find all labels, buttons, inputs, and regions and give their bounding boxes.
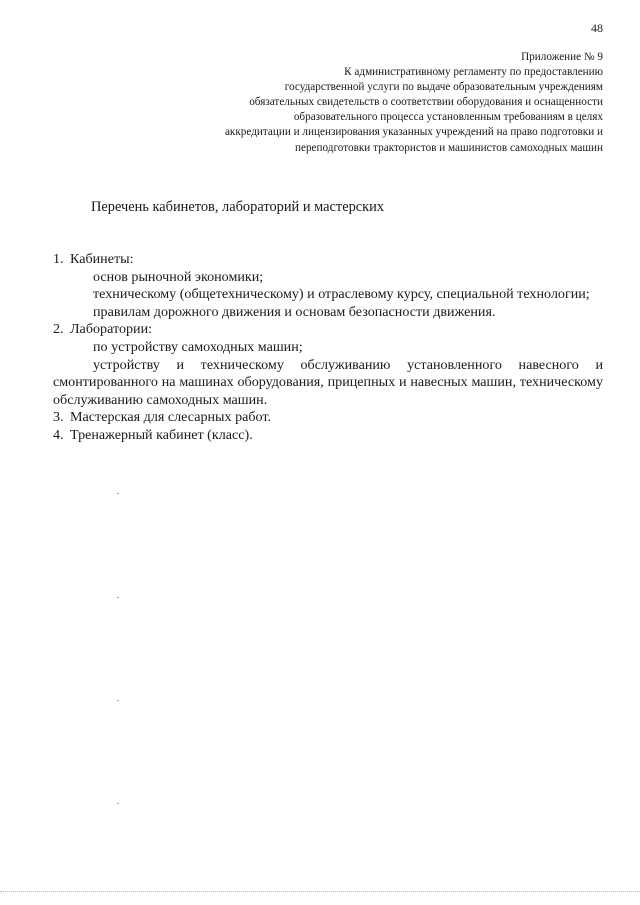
list-item-label: Мастерская для слесарных работ. bbox=[70, 409, 272, 426]
page-bottom-edge bbox=[0, 891, 640, 892]
appendix-line: аккредитации и лицензирования указанных учреждений на право подготовки и bbox=[224, 126, 603, 139]
list-item-simulator bbox=[53, 427, 603, 445]
appendix-number: Приложение № 9 bbox=[521, 51, 603, 63]
appendix-line: обязательных свидетельств о соответствии оборудования и оснащенности bbox=[249, 96, 603, 109]
appendix-line: образовательного процесса установленным требованиям в целях bbox=[293, 111, 603, 124]
appendix-header bbox=[183, 50, 603, 156]
appendix-line: К административному регламенту по предоставлению bbox=[344, 66, 603, 79]
list-subitem: правилам дорожного движения и основам безопасности движения. bbox=[93, 303, 496, 320]
page-number: 48 bbox=[591, 21, 603, 35]
list-item-number: 4. bbox=[53, 426, 64, 443]
list-subitem: по устройству самоходных машин; bbox=[93, 338, 303, 355]
document-title: Перечень кабинетов, лабораторий и мастерских bbox=[91, 199, 385, 215]
appendix-line: переподготовки трактористов и машинистов самоходных машин bbox=[295, 141, 603, 154]
scan-speck bbox=[117, 803, 119, 804]
scan-speck bbox=[117, 493, 119, 494]
facility-list bbox=[53, 251, 603, 445]
list-item-number: 3. bbox=[53, 409, 64, 426]
scan-speck bbox=[117, 597, 119, 598]
list-subitem: основ рыночной экономики; bbox=[93, 268, 264, 285]
list-item-laboratories bbox=[53, 321, 603, 409]
list-subitem: техническому (общетехническому) и отраслевому курсу, специальной технологии; bbox=[93, 286, 590, 303]
list-item-label: Кабинеты: bbox=[70, 251, 134, 267]
list-item-classrooms bbox=[53, 251, 603, 321]
list-item-number: 1. bbox=[53, 251, 64, 267]
list-item-number: 2. bbox=[53, 321, 64, 338]
list-item-label: Тренажерный кабинет (класс). bbox=[70, 426, 253, 443]
list-item-workshop bbox=[53, 409, 603, 427]
list-item-label: Лаборатории: bbox=[70, 321, 153, 338]
scan-speck bbox=[117, 700, 119, 701]
appendix-line: государственной услуги по выдаче образовательным учреждениям bbox=[284, 81, 603, 94]
list-subitem: устройству и техническому обслуживанию установленного навесного и смонтированного на машинах оборудования, прицепных и навесных машин, техническому обслуживанию самоходных машин. bbox=[53, 356, 603, 408]
